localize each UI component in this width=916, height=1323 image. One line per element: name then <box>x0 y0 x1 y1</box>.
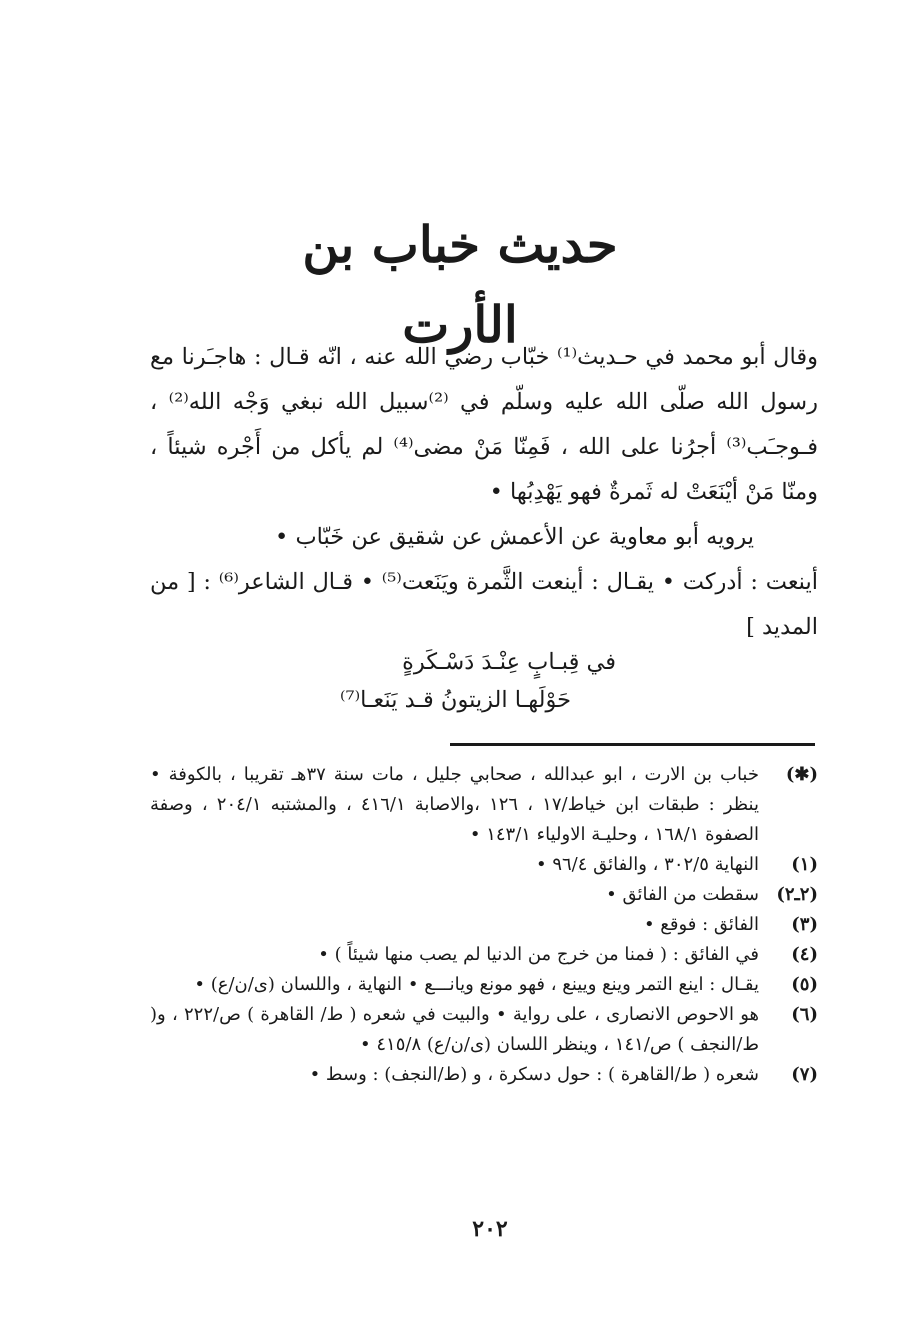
footnote-item <box>150 880 818 910</box>
footnote-item <box>150 1060 818 1090</box>
page-title: حديث خباب بن الأرت <box>302 215 618 354</box>
footnote-text: في الفائق : ( فمنا من خرج من الدنيا لم يصب منها شيئاً ) • <box>318 944 759 965</box>
footnote-divider <box>450 743 815 746</box>
footnote-text: هو الاحوص الانصارى ، على رواية • والبيت في شعره ( ط/ القاهرة ) ص/٢٢٢ ، و( ط/النجف ) ص/١٤١ ، وينظر اللسان (ى/ن/ع) ٤١٥/٨ • <box>150 1004 759 1055</box>
footnote-text: خباب بن الارت ، ابو عبدالله ، صحابي جليل ، مات سنة ٣٧هـ تقريبا ، بالكوفة • ينظر : طبقات ابن خياط/١٧ ، ١٢٦ ،والاصابة ٤١٦/١ ، والمشتبه ٢٠٤/١ ، وصفة الصفوة ١٦٨/١ ، وحليـة الاولياء ١٤٣/١ • <box>150 764 759 845</box>
footnote-text: النهاية ٣٠٢/٥ ، والفائق ٩٦/٤ • <box>535 854 759 875</box>
footnote-item <box>150 940 818 970</box>
footnote-item <box>150 760 818 850</box>
footnote-item <box>150 1000 818 1060</box>
footnote-text: يقـال : اينع التمر وينع ويينع ، فهو مونع ويانـــع • النهاية ، واللسان (ى/ن/ع) • <box>194 974 759 995</box>
footnote-marker: (✱) <box>785 764 818 785</box>
footnote-marker: (٢ـ٢) <box>776 884 818 905</box>
footnote-marker: (٦) <box>791 1004 818 1025</box>
footnotes <box>150 760 818 1090</box>
verse-line-1: في قِبـابٍ عِنْـدَ دَسْـكَرةٍ <box>402 649 616 675</box>
footnote-marker: (٥) <box>791 974 818 995</box>
main-text <box>150 335 818 650</box>
footnote-item <box>150 910 818 940</box>
footnote-item <box>150 970 818 1000</box>
footnote-marker: (١) <box>791 854 818 875</box>
footnote-item <box>150 850 818 880</box>
page-number: ٢٠٢ <box>472 1216 508 1242</box>
paragraph-hadith: وقال أبو محمد في حـديث⁽¹⁾ خبّاب رضي الله عنه ، انّه قـال : هاجـَرنا مع رسول الله صلّى الله عليه وسلّم في ⁽²⁾سبيل الله نبغي وَجْه الله⁽²⁾ ، فـوجـَب⁽³⁾ أجرُنا على الله ، فَمِنّا مَنْ مضى⁽⁴⁾ لم يأكل من أَجْره شيئاً ، ومنّا مَنْ أيْنَعَتْ له ثَمرةٌ فهو يَهْدِبُها • <box>150 344 818 505</box>
footnote-marker: (٣) <box>791 914 818 935</box>
footnote-text: الفائق : فوقع • <box>643 914 759 935</box>
footnote-marker: (٤) <box>791 944 818 965</box>
verse-line-2: حَوْلَهـا الزيتونُ قـد يَنَعـا⁽⁷⁾ <box>340 687 571 713</box>
paragraph-narration: يرويه أبو معاوية عن الأعمش عن شقيق عن خَبّاب • <box>275 524 754 550</box>
footnote-text: شعره ( ط/القاهرة ) : حول دسكرة ، و (ط/النجف) : وسط • <box>309 1064 759 1085</box>
paragraph-explanation: أينعت : أدركت • يقـال : أينعت الثَّمرة ويَنَعت⁽⁵⁾ • قـال الشاعر⁽⁶⁾ : [ من المديد ] <box>150 569 818 640</box>
footnote-text: سقطت من الفائق • <box>606 884 759 905</box>
footnote-marker: (٧) <box>791 1064 818 1085</box>
